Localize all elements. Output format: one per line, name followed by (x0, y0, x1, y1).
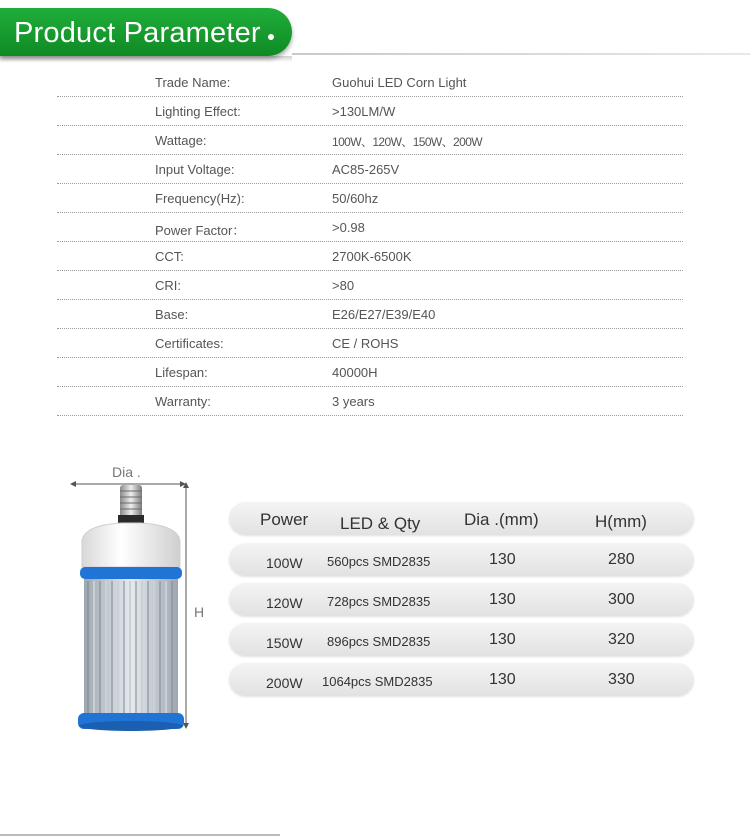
param-label: CCT: (155, 249, 184, 264)
height-label: H (194, 604, 205, 620)
row-power: 150W (266, 635, 303, 651)
param-value: >80 (332, 278, 355, 293)
row-led-qty: 728pcs SMD2835 (327, 594, 431, 609)
param-label: CRI: (155, 278, 181, 293)
param-row (57, 184, 683, 213)
parameter-table (57, 68, 683, 416)
row-power: 200W (266, 675, 303, 691)
param-value: E26/E27/E39/E40 (332, 307, 436, 322)
param-row (57, 387, 683, 416)
header-power: Power (260, 510, 309, 529)
table-row (229, 663, 694, 696)
row-dia: 130 (489, 671, 516, 688)
row-led-qty: 560pcs SMD2835 (327, 554, 431, 569)
param-row (57, 97, 683, 126)
param-label: Warranty: (155, 394, 211, 409)
param-label: Frequency(Hz): (155, 191, 245, 206)
param-label: Certificates: (155, 336, 224, 351)
table-row (229, 583, 694, 616)
param-value: 2700K-6500K (332, 249, 412, 264)
bottom-divider (0, 834, 280, 836)
param-row (57, 329, 683, 358)
section-title: Product Parameter (14, 17, 261, 49)
table-row (229, 623, 694, 656)
banner-dot-icon (268, 34, 274, 40)
param-value: AC85-265V (332, 162, 400, 177)
param-row (57, 242, 683, 271)
banner-divider (292, 53, 750, 55)
row-led-qty: 1064pcs SMD2835 (322, 674, 433, 689)
section-banner (0, 8, 292, 56)
param-row (57, 68, 683, 97)
param-value: >130LM/W (332, 104, 396, 119)
header-dia: Dia .(mm) (464, 510, 539, 529)
param-row (57, 213, 683, 242)
height-dimension-arrow (183, 482, 189, 729)
row-dia: 130 (489, 551, 516, 568)
dia-label: Dia . (112, 464, 141, 480)
param-row (57, 126, 683, 155)
param-label: Input Voltage: (155, 162, 235, 177)
header-height: H(mm) (595, 512, 647, 531)
table-row (229, 543, 694, 576)
param-row (57, 300, 683, 329)
row-height: 280 (608, 551, 635, 568)
param-value: 40000H (332, 365, 378, 380)
param-value: 50/60hz (332, 191, 379, 206)
param-row (57, 155, 683, 184)
row-dia: 130 (489, 591, 516, 608)
param-value: CE / ROHS (332, 336, 399, 351)
row-led-qty: 896pcs SMD2835 (327, 634, 431, 649)
row-height: 320 (608, 631, 635, 648)
row-power: 100W (266, 555, 303, 571)
size-table-header (229, 502, 694, 535)
param-label: Trade Name: (155, 75, 231, 90)
param-label: Lifespan: (155, 365, 208, 380)
param-value: >0.98 (332, 220, 365, 235)
param-value: 100W、120W、150W、200W (332, 135, 482, 149)
param-label: Wattage: (155, 133, 207, 148)
param-value: 3 years (332, 394, 375, 409)
header-led-qty: LED & Qty (340, 514, 421, 533)
row-height: 330 (608, 671, 635, 688)
param-label: Lighting Effect: (155, 104, 241, 119)
param-row (57, 271, 683, 300)
row-dia: 130 (489, 631, 516, 648)
param-row (57, 358, 683, 387)
banner-shadow (0, 56, 292, 62)
row-power: 120W (266, 595, 303, 611)
param-label: Base: (155, 307, 189, 322)
corn-bulb-diagram (62, 455, 232, 755)
row-height: 300 (608, 591, 635, 608)
param-value: Guohui LED Corn Light (332, 75, 467, 90)
param-label: Power Factor： (155, 223, 246, 238)
